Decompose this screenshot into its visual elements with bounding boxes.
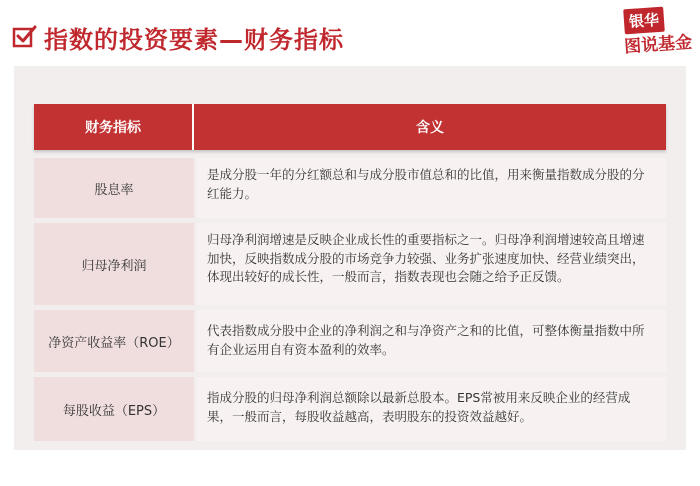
indicator-description: 代表指数成分股中企业的净利润之和与净资产之和的比值，可整体衡量指数中所有企业运用自有资本盈利的效率。	[197, 310, 666, 372]
table-row	[34, 158, 666, 218]
indicator-description: 是成分股一年的分红额总和与成分股市值总和的比值，用来衡量指数成分股的分红能力。	[197, 158, 666, 218]
page-header	[0, 0, 700, 62]
indicator-name: 股息率	[34, 158, 194, 218]
logo-bottom-text: 图说基金	[623, 32, 693, 58]
indicator-description: 指成分股的归母净利润总额除以最新总股本。EPS常被用来反映企业的经营成果，一般而言，每股收益越高，表明股东的投资效益越好。	[197, 377, 666, 441]
table-header	[34, 104, 666, 150]
table-row	[34, 377, 666, 441]
indicator-name: 每股收益（EPS）	[34, 377, 194, 441]
logo-top-text: 银华	[623, 7, 665, 35]
table-row	[34, 223, 666, 305]
indicator-name: 归母净利润	[34, 223, 194, 305]
column-header-indicator: 财务指标	[34, 104, 194, 150]
brand-logo	[602, 8, 694, 56]
table-row	[34, 310, 666, 372]
indicator-name: 净资产收益率（ROE）	[34, 310, 194, 372]
column-header-meaning: 含义	[416, 120, 444, 136]
page-title: 指数的投资要素—财务指标	[44, 26, 344, 54]
indicator-table	[34, 104, 666, 441]
indicator-description: 归母净利润增速是反映企业成长性的重要指标之一。归母净利润增速较高且增速加快，反映指数成分股的市场竞争力较强、业务扩张速度加快、经营业绩突出，体现出较好的成长性，一般而言，指数表现也会随之给予正反馈。	[197, 223, 666, 305]
checkbox-icon	[12, 24, 38, 50]
